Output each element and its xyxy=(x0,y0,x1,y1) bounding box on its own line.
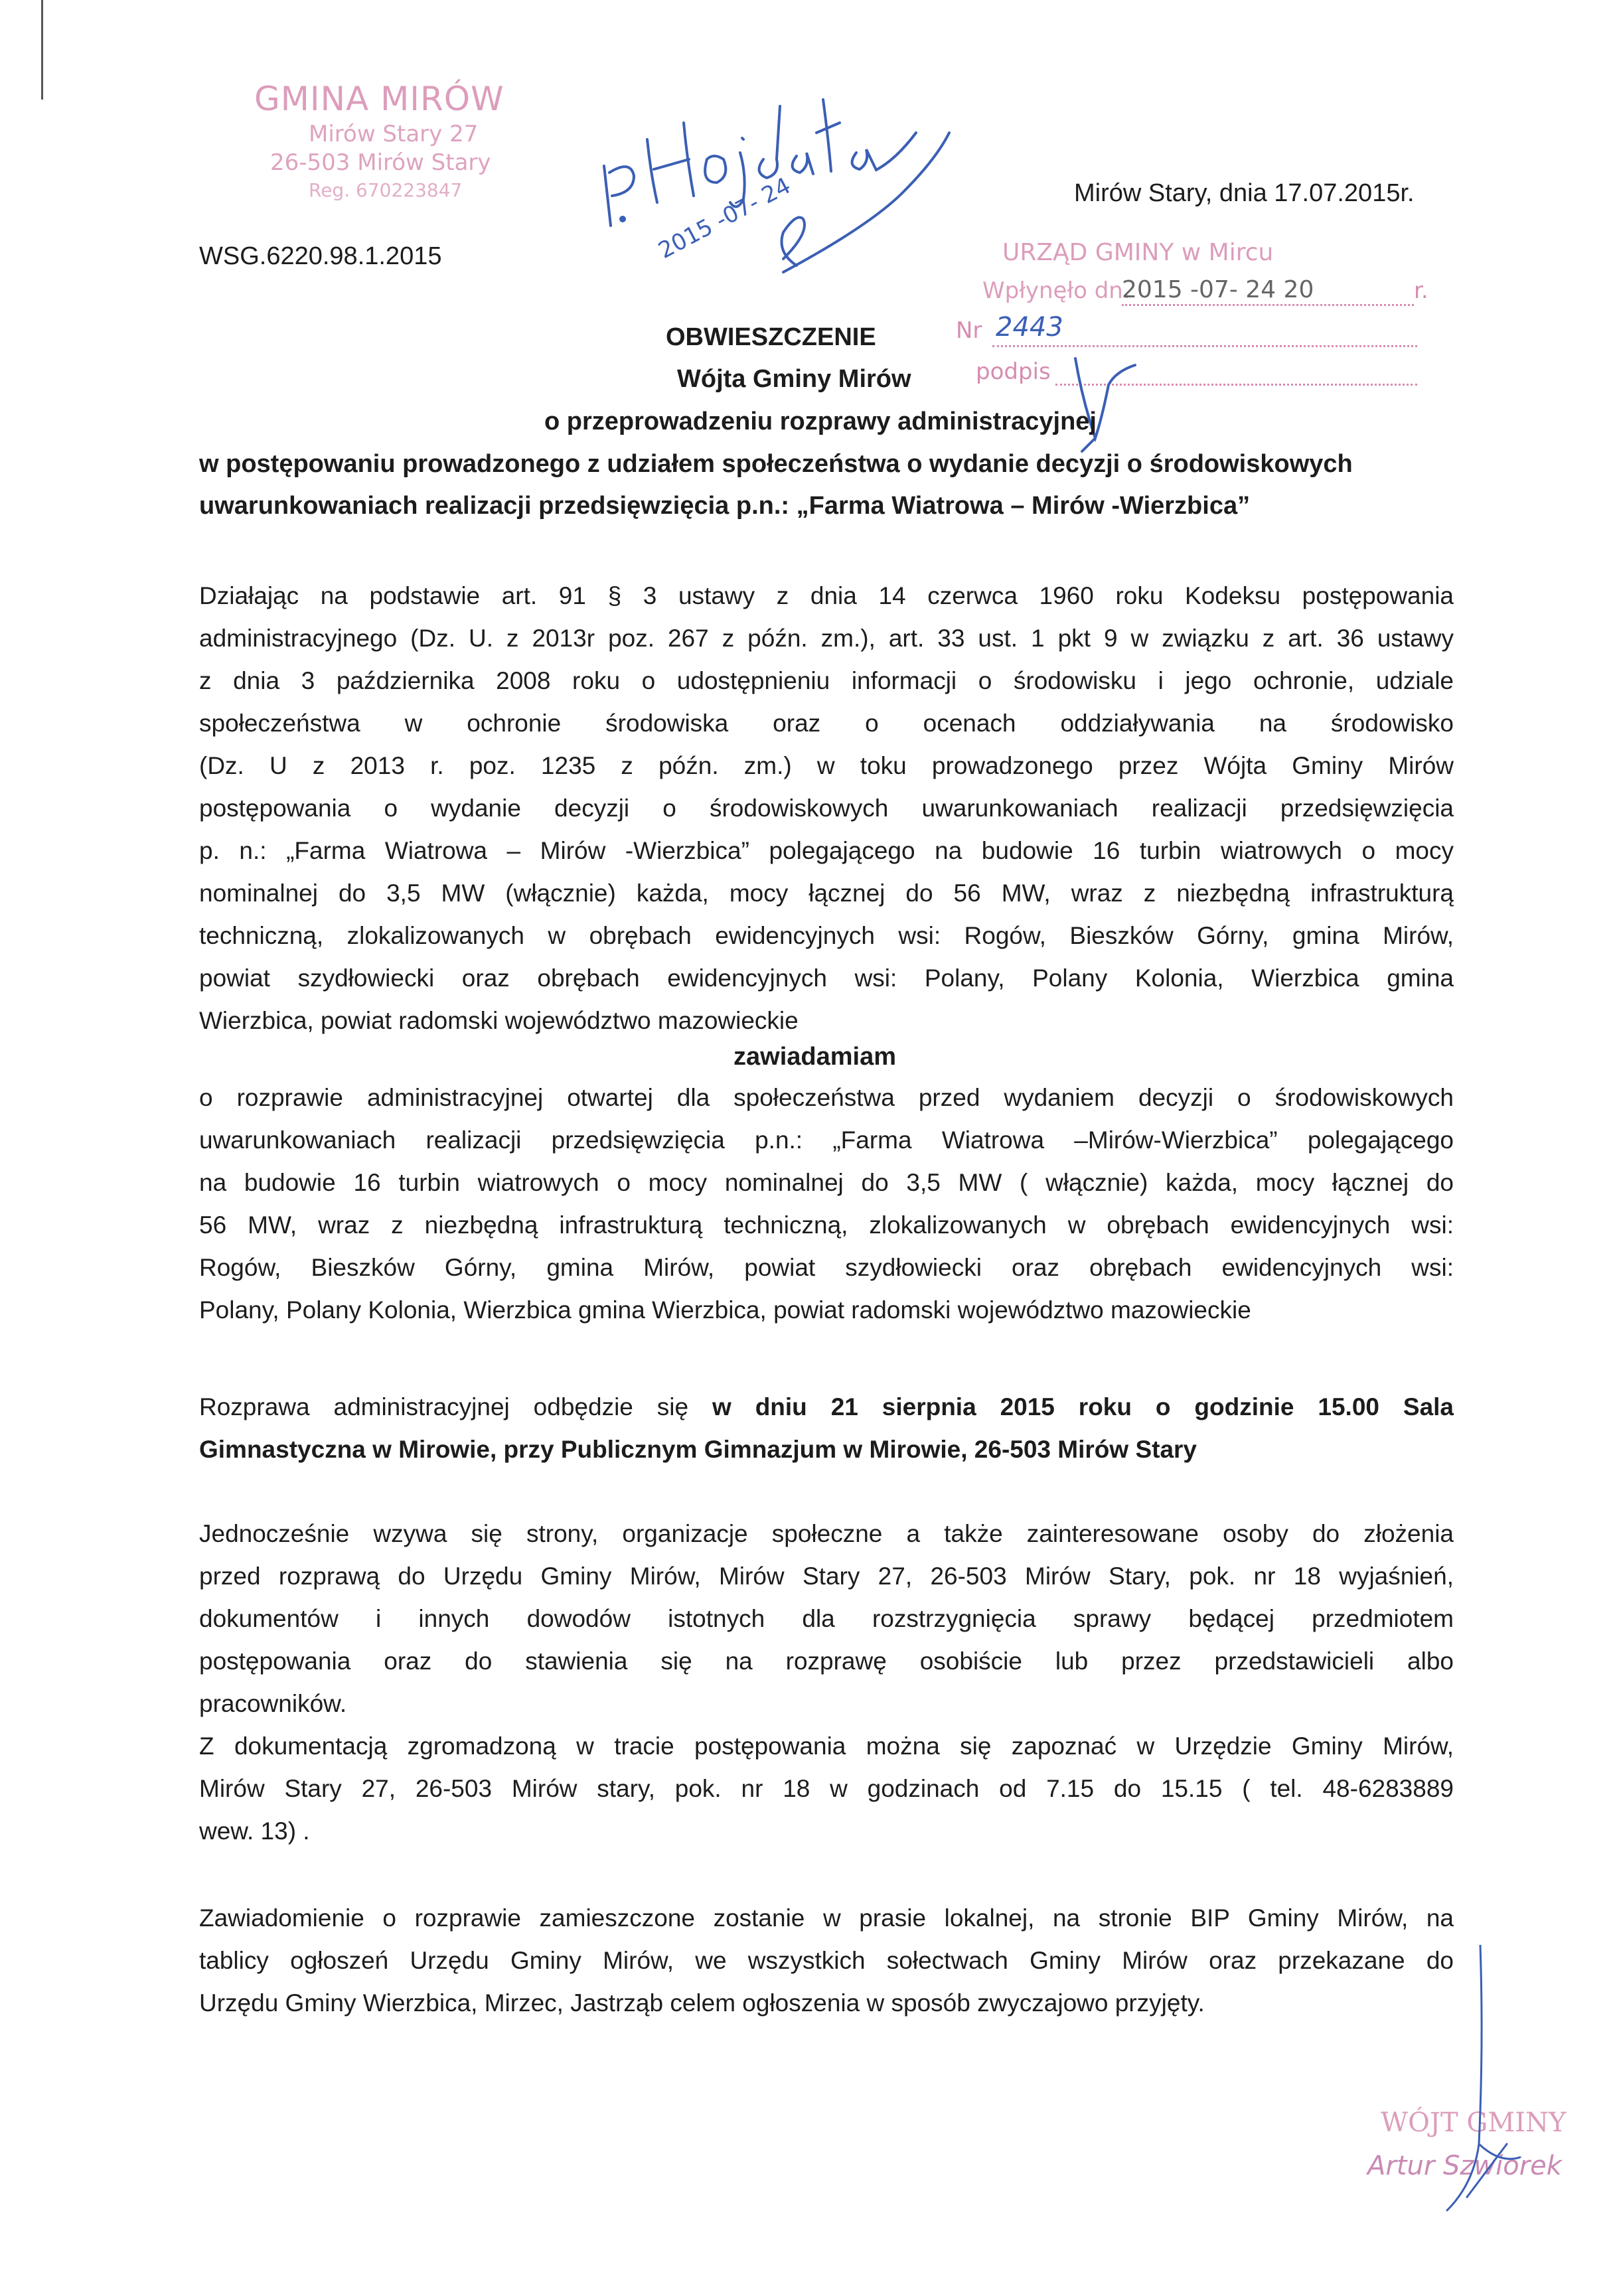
paragraph-notification xyxy=(199,1077,1454,1332)
gmina-stamp-line: Mirów Stary 27 xyxy=(309,121,479,147)
document-heading: OBWIESZCZENIE xyxy=(666,323,876,351)
text-line: Jednocześnie wzywa się strony, organizacje społeczne a także zainteresowane osoby do złożenia xyxy=(199,1520,1454,1547)
text-line: 56 MW, wraz z niezbędną infrastrukturą techniczną, zlokalizowanych w obrębach ewidencyjnych wsi: xyxy=(199,1211,1454,1239)
received-stamp xyxy=(956,232,1434,405)
signature-stamp-name: Artur Szwiorek xyxy=(1367,2151,1562,2181)
paragraph-hearing-date xyxy=(199,1386,1454,1471)
received-stamp-date-value: 2015 -07- 24 20 xyxy=(1122,276,1314,303)
place-and-date: Mirów Stary, dnia 17.07.2015r. xyxy=(1074,179,1415,207)
text-line: p. n.: „Farma Wiatrowa – Mirów -Wierzbica” polegającego na budowie 16 turbin wiatrowych o mocy xyxy=(199,837,1454,864)
text-line: dokumentów i innych dowodów istotnych dla rozstrzygnięcia sprawy będącej przedmiotem xyxy=(199,1605,1454,1632)
text-line: Rogów, Bieszków Górny, gmina Mirów, powiat szydłowiecki oraz obrębach ewidencyjnych wsi: xyxy=(199,1254,1454,1281)
paragraph-summons xyxy=(199,1513,1454,1853)
zawiadamiam-heading: zawiadamiam xyxy=(733,1043,896,1071)
text-line: społeczeństwa w ochronie środowiska oraz o ocenach oddziaływania na środowisko xyxy=(199,710,1454,737)
text-line: postępowania oraz do stawienia się na rozprawę osobiście lub przez przedstawicieli albo xyxy=(199,1647,1454,1675)
text-line: uwarunkowaniach realizacji przedsięwzięcia p.n.: „Farma Wiatrowa –Mirów-Wierzbica” polegającego xyxy=(199,1126,1454,1154)
scan-mark xyxy=(41,0,43,100)
text-line: postępowania o wydanie decyzji o środowiskowych uwarunkowaniach realizacji przedsięwzięcia xyxy=(199,795,1454,822)
text-line: Działając na podstawie art. 91 § 3 ustawy z dnia 14 czerwca 1960 roku Kodeksu postępowania xyxy=(199,582,1454,609)
received-stamp-office: URZĄD GMINY w Mircu xyxy=(1002,239,1274,266)
text-line: na budowie 16 turbin wiatrowych o mocy nominalnej do 3,5 MW ( włącznie) każda, mocy łącznej do xyxy=(199,1169,1454,1196)
text-line: Mirów Stary 27, 26-503 Mirów stary, pok. nr 18 w godzinach od 7.15 do 15.15 ( tel. 48-6283889 xyxy=(199,1775,1454,1802)
text-line: powiat szydłowiecki oraz obrębach ewidencyjnych wsi: Polany, Polany Kolonia, Wierzbica gmina xyxy=(199,964,1454,992)
document-subject-line1: o przeprowadzeniu rozprawy administracyjnej xyxy=(544,408,1097,435)
signature-stamp-title: WÓJT GMINY xyxy=(1381,2107,1567,2138)
text-line xyxy=(199,1386,1454,1428)
received-stamp-date-suffix: r. xyxy=(1414,277,1428,304)
handwritten-signature xyxy=(584,60,956,299)
hearing-intro: Rozprawa administracyjnej odbędzie się xyxy=(199,1393,689,1420)
text-line: administracyjnego (Dz. U. z 2013r poz. 267 z późn. zm.), art. 33 ust. 1 pkt 9 w związku z art. 36 ustawy xyxy=(199,625,1454,652)
received-stamp-number-label: Nr xyxy=(956,317,982,344)
text-line: Wierzbica, powiat radomski województwo mazowieckie xyxy=(199,1007,799,1034)
hearing-date-time: w dniu 21 sierpnia 2015 roku o godzinie 15.00 Sala xyxy=(712,1393,1454,1420)
text-line: tablicy ogłoszeń Urzędu Gminy Mirów, we wszystkich sołectwach Gminy Mirów oraz przekazane do xyxy=(199,1947,1454,1974)
received-stamp-sign-label: podpis xyxy=(976,358,1051,385)
hearing-location: Gimnastyczna w Mirowie, przy Publicznym Gimnazjum w Mirowie, 26-503 Mirów Stary xyxy=(199,1436,1197,1463)
paragraph-publication xyxy=(199,1897,1454,2025)
received-stamp-dotline xyxy=(1122,304,1414,306)
text-line: Z dokumentacją zgromadzoną w tracie postępowania można się zapoznać w Urzędzie Gminy Mirów, xyxy=(199,1732,1454,1760)
text-line: Zawiadomienie o rozprawie zamieszczone zostanie w prasie lokalnej, na stronie BIP Gminy Mirów, na xyxy=(199,1904,1454,1932)
text-line: przed rozprawą do Urzędu Gminy Mirów, Mirów Stary 27, 26-503 Mirów Stary, pok. nr 18 wyjaśnień, xyxy=(199,1563,1454,1590)
text-line: pracowników. xyxy=(199,1690,347,1717)
gmina-stamp-line: GMINA MIRÓW xyxy=(254,80,504,118)
received-stamp-number-value: 2443 xyxy=(996,312,1063,343)
document-subject-line2: w postępowaniu prowadzonego z udziałem społeczeństwa o wydanie decyzji o środowiskowych xyxy=(199,450,1353,478)
signature-handwritten xyxy=(1427,1945,1527,2224)
received-stamp-date-label: Wpłynęło dn. xyxy=(982,277,1130,304)
paragraph-legal-basis xyxy=(199,575,1454,1042)
text-line: z dnia 3 października 2008 roku o udostępnieniu informacji o środowisku i jego ochronie, udziale xyxy=(199,667,1454,694)
text-line: techniczną, zlokalizowanych w obrębach ewidencyjnych wsi: Rogów, Bieszków Górny, gmina Mirów, xyxy=(199,922,1454,949)
reference-number: WSG.6220.98.1.2015 xyxy=(199,242,442,270)
document-issuer: Wójta Gminy Mirów xyxy=(677,365,911,393)
text-line: (Dz. U z 2013 r. poz. 1235 z późn. zm.) w toku prowadzonego przez Wójta Gminy Mirów xyxy=(199,752,1454,779)
handwritten-date: 2015 -07- 24 xyxy=(654,172,795,264)
text-line: Polany, Polany Kolonia, Wierzbica gmina Wierzbica, powiat radomski województwo mazowieckie xyxy=(199,1296,1251,1324)
gmina-stamp-line: 26-503 Mirów Stary xyxy=(270,149,491,176)
text-line: wew. 13) . xyxy=(199,1817,310,1845)
document-subject-line3: uwarunkowaniach realizacji przedsięwzięcia p.n.: „Farma Wiatrowa – Mirów -Wierzbica” xyxy=(199,492,1251,520)
gmina-stamp-line: Reg. 670223847 xyxy=(309,179,463,201)
text-line: nominalnej do 3,5 MW (włącznie) każda, mocy łącznej do 56 MW, wraz z niezbędną infrastrukturą xyxy=(199,880,1454,907)
text-line: o rozprawie administracyjnej otwartej dla społeczeństwa przed wydaniem decyzji o środowiskowych xyxy=(199,1084,1454,1111)
gmina-stamp xyxy=(242,73,561,206)
text-line: Urzędu Gminy Wierzbica, Mirzec, Jastrząb celem ogłoszenia w sposób zwyczajowo przyjęty. xyxy=(199,1989,1205,2017)
received-stamp-initials xyxy=(1055,345,1175,458)
